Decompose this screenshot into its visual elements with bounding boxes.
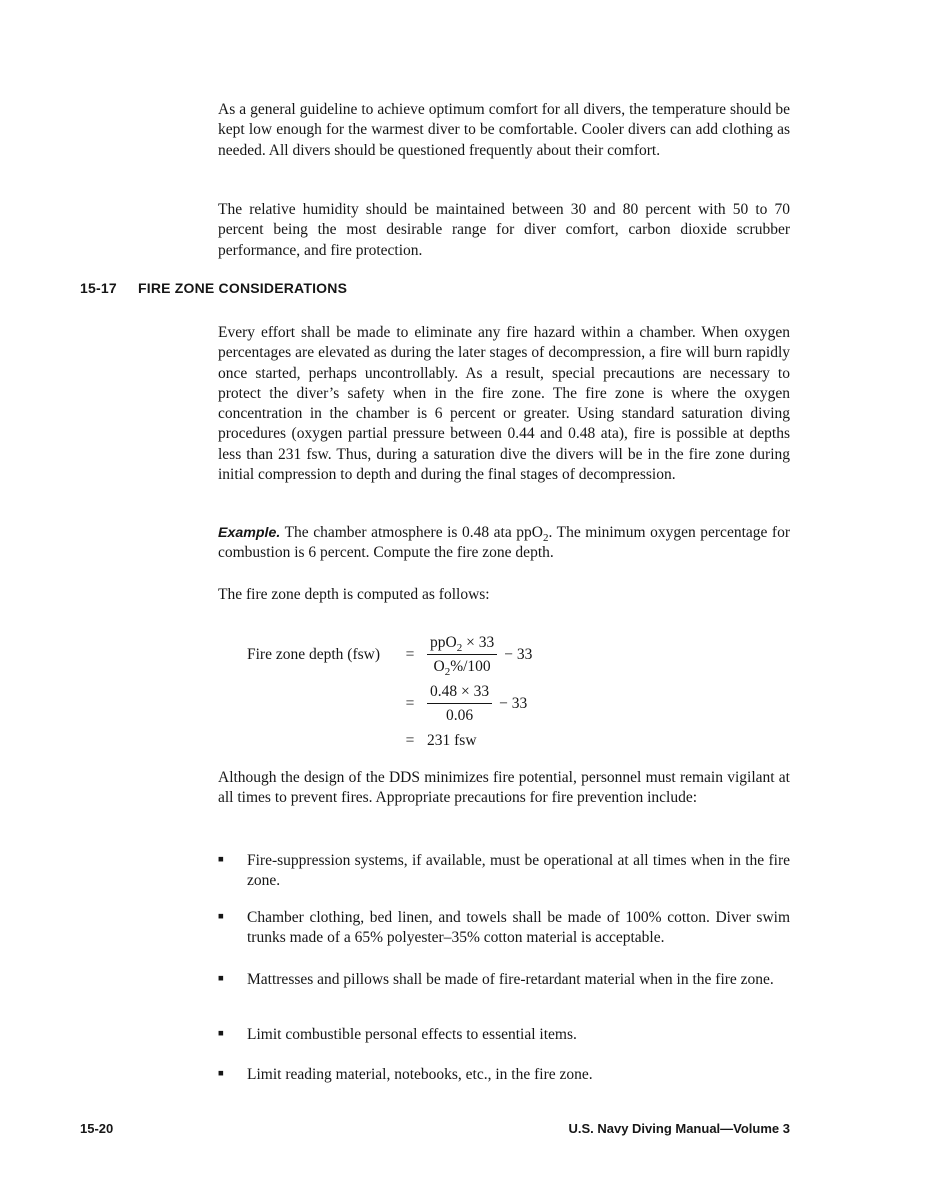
paragraph-comfort-guideline: As a general guideline to achieve optimum comfort for all divers, the temperature should be kept low enough for the warmest diver to be comfortable. Cooler divers can add clothing as needed. All divers should be questioned frequently about their comfort. [218,101,790,159]
denominator-subscript: 2 [444,665,451,678]
fraction-symbolic [427,632,497,677]
paragraph-computed-intro: The fire zone depth is computed as follows: [218,586,490,603]
example-text-post: . The minimum oxygen percentage for combustion is 6 percent. Compute the fire zone depth. [218,524,791,562]
example-text-pre: The chamber atmosphere is 0.48 ata ppO [280,524,543,541]
bullet-text: Limit reading material, notebooks, etc., in the fire zone. [247,1066,593,1083]
numerator-subscript: 2 [456,641,463,654]
list-item [218,851,790,892]
footer-page-number: 15-20 [80,1121,114,1136]
bullet-square-icon: ■ [218,1029,224,1039]
list-item [218,970,790,990]
list-item [218,1065,790,1085]
fraction-numerator: 0.48 × 33 [427,681,492,704]
section-heading [80,278,347,298]
formula-tail: − 33 [504,646,533,663]
formula-row-2 [247,681,527,726]
numerator-base: ppO [430,634,457,651]
section-number: 15-17 [80,280,117,296]
bullet-square-icon: ■ [218,855,224,865]
section-title: FIRE ZONE CONSIDERATIONS [138,280,348,296]
paragraph-precautions-intro: Although the design of the DDS minimizes fire potential, personnel must remain vigilant at all times to prevent fires. Appropriate precautions for fire prevention include: [218,769,790,807]
bullet-text: Mattresses and pillows shall be made of fire-retardant material when in the fire zone. [247,971,774,988]
paragraph-fire-zone: Every effort shall be made to eliminate any fire hazard within a chamber. When oxygen percentages are elevated as during the later stages of decompression, a fire will burn rapidly once started, perhaps uncontrollably. As a result, special precautions are necessary to protect the diver’s safety when in the fire zone. The fire zone is where the oxygen concentration in the chamber is 6 percent or greater. Using standard saturation diving procedures (oxygen partial pressure between 0.44 and 0.48 ata), fire is possible at depths less than 231 fsw. Thus, during a saturation dive the divers will be in the fire zone during initial compression to depth and during the final stages of decompression. [218,324,790,484]
equals-sign: = [405,646,415,663]
bullet-text: Fire-suppression systems, if available, must be operational at all times when in the fire zone. [247,852,790,890]
list-item [218,908,790,949]
paragraph-relative-humidity: The relative humidity should be maintained between 30 and 80 percent with 50 to 70 percent being the most desirable range for diver comfort, carbon dioxide scrubber performance, and fire protection. [218,201,790,259]
bullet-square-icon: ■ [218,1069,224,1079]
formula-result: 231 fsw [427,732,477,749]
formula-tail: − 33 [499,695,528,712]
equals-sign: = [405,732,415,749]
bullet-square-icon: ■ [218,974,224,984]
fraction-numeric [427,681,492,726]
bullet-square-icon: ■ [218,912,224,922]
bullet-text: Limit combustible personal effects to essential items. [247,1026,577,1043]
formula-row-3 [247,730,477,751]
formula-row-1 [247,632,532,677]
list-item [218,1025,790,1045]
example-subscript: 2 [542,531,549,544]
formula-lhs: Fire zone depth (fsw) [247,646,380,663]
denominator-rest: %/100 [450,658,491,675]
equals-sign: = [405,695,415,712]
footer-manual-title: U.S. Navy Diving Manual—Volume 3 [568,1121,790,1136]
fraction-denominator: 0.06 [446,707,474,724]
fraction-numerator [427,632,497,655]
fraction-denominator [431,655,494,677]
bullet-text: Chamber clothing, bed linen, and towels shall be made of 100% cotton. Diver swim trunks made of a 65% polyester–35% cotton material is acceptable. [247,909,790,947]
example-label: Example. [218,525,281,541]
paragraph-example [218,523,790,564]
numerator-rest: × 33 [462,634,495,651]
denominator-base: O [433,658,445,675]
